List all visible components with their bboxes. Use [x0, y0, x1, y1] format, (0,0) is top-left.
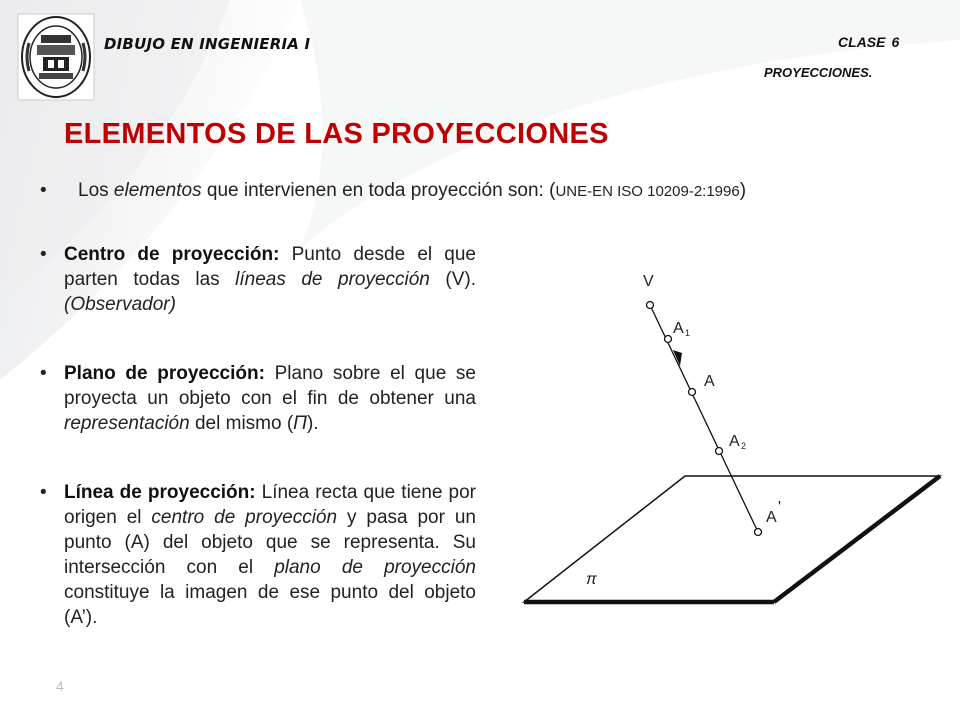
label-A: A — [704, 373, 715, 390]
label-A1: A — [673, 320, 684, 337]
intro-close: ) — [739, 180, 747, 201]
class-number: 6 — [891, 34, 900, 50]
class-label-text: CLASE — [838, 34, 886, 50]
point-V — [647, 302, 654, 309]
label-A2-sub: 2 — [741, 441, 747, 451]
intro-text-before: Los — [78, 180, 114, 201]
definition-text: Línea recta que tiene por origen el — [64, 482, 476, 528]
definition-term: Línea de proyección: — [64, 482, 256, 503]
projection-diagram — [510, 258, 950, 618]
definition-text: líneas de proyección — [235, 269, 430, 290]
definition-text: ). — [306, 413, 319, 434]
definition-item — [40, 242, 476, 317]
definition-item — [40, 361, 476, 436]
intro-standard: UNE-EN ISO 10209-2:1996 — [555, 183, 740, 200]
intro-text-after: que intervienen en toda proyección son: ( — [201, 180, 556, 201]
university-seal-logo — [17, 13, 95, 101]
label-A2: A — [729, 433, 740, 450]
definition-item — [40, 480, 476, 630]
label-V: V — [643, 273, 654, 290]
intro-emphasis: elementos — [113, 180, 202, 201]
label-A1-sub: 1 — [685, 328, 691, 338]
topic-label: PROYECCIONES. — [764, 65, 873, 80]
intro-bullet: • — [40, 180, 47, 201]
course-name: DIBUJO EN INGENIERIA I — [104, 35, 311, 53]
definition-text: plano de proyección — [274, 557, 476, 578]
label-plane: π — [586, 571, 597, 588]
definition-text: representación — [64, 413, 190, 434]
definition-term: Centro de proyección: — [64, 244, 280, 265]
point-A1 — [665, 336, 672, 343]
point-Aprime — [755, 529, 762, 536]
point-A2 — [716, 448, 723, 455]
label-Aprime-mark: ' — [778, 499, 782, 516]
label-Aprime: A — [766, 509, 777, 526]
slide-title: ELEMENTOS DE LAS PROYECCIONES — [64, 118, 609, 150]
definition-text: (V). — [429, 269, 476, 290]
definitions-list — [40, 242, 476, 630]
definition-text: Punto desde el que parten todas las — [64, 244, 476, 290]
point-A — [689, 389, 696, 396]
definition-text: del mismo ( — [189, 413, 294, 434]
definition-text: centro de proyección — [151, 507, 338, 528]
definition-text: constituye la imagen de ese punto del objeto (A’). — [64, 582, 476, 628]
page-number: 4 — [56, 678, 64, 694]
definition-text: (Observador) — [64, 294, 176, 315]
definition-text: Π — [293, 413, 307, 434]
definition-term: Plano de proyección: — [64, 363, 265, 384]
intro-line — [40, 180, 940, 202]
definition-text: Plano sobre el que se proyecta un objeto con el fin de obtener una — [64, 363, 477, 409]
class-label — [838, 34, 899, 50]
plane-edge-right — [774, 476, 940, 602]
definition-text: y pasa por un punto (A) del objeto que se representa. Su intersección con el — [64, 507, 476, 578]
